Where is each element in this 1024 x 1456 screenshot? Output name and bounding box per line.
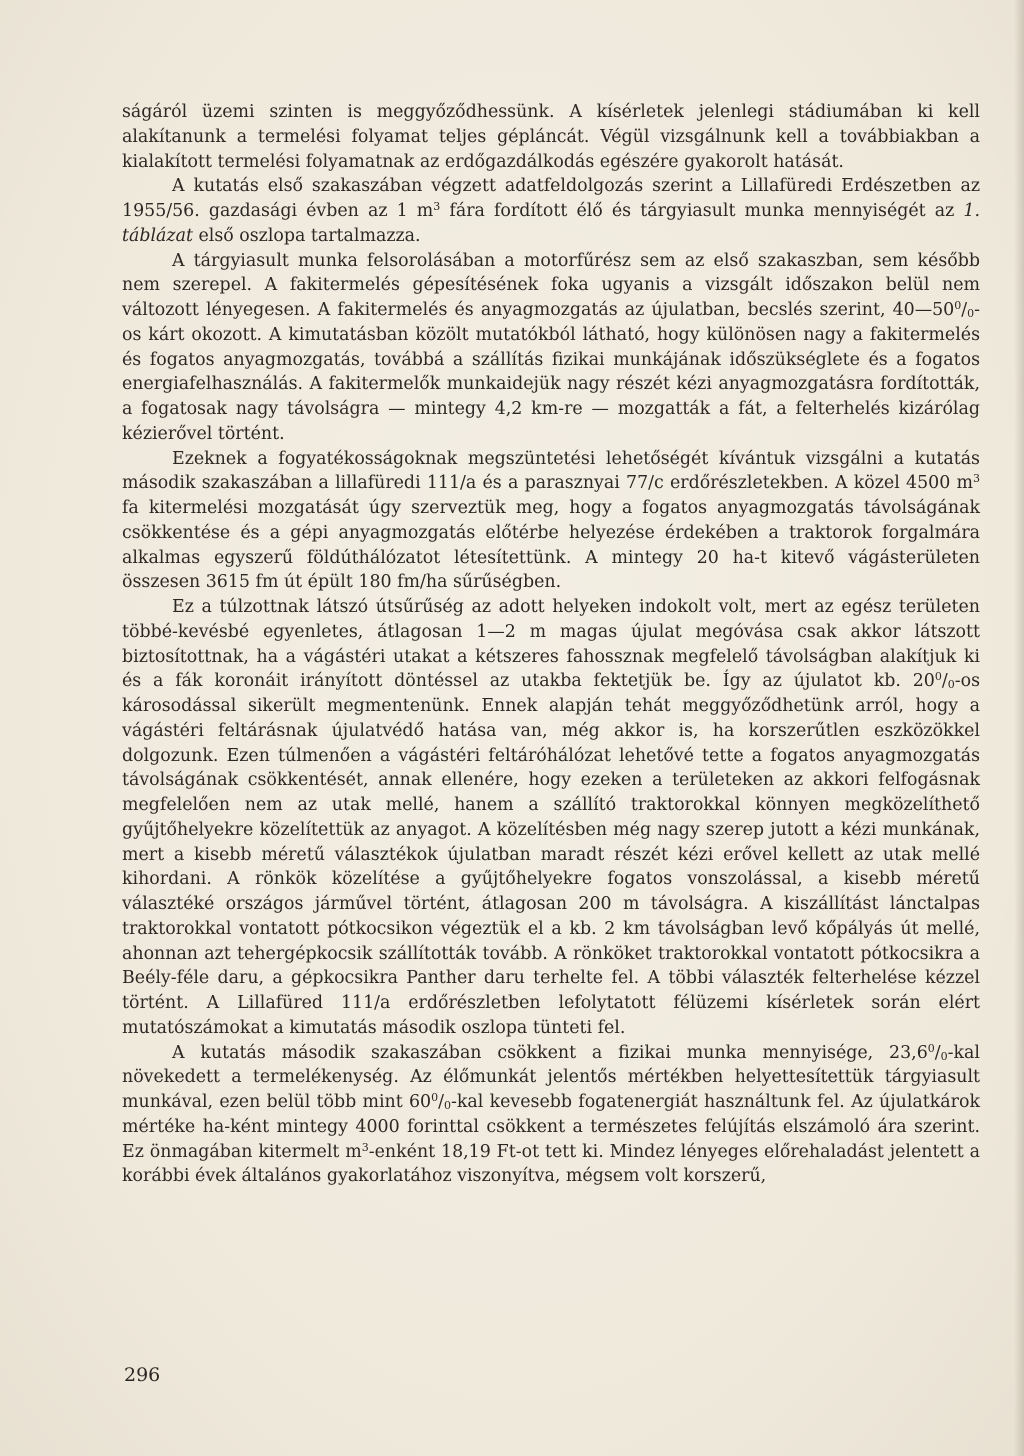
superscript: 0 — [431, 1091, 439, 1104]
body-text — [122, 100, 980, 1189]
page-edge-shadow — [1014, 0, 1024, 1456]
paragraph — [122, 447, 980, 596]
text-run: Ez a túlzottnak látszó útsűrűség az adott helyeken indokolt volt, mert az egész területen többé-kevésbé egyenletes, átlagosan 1—2 m magas újulat megóvása csak akkor látszott biztosítottnak, ha a vágástéri utakat a kétszeres fahossznak megfelelő távolságban alakítjuk ki és a fák koronáit irányított döntéssel az utakba fektetjük be. Így az újulatot kb. 20 — [122, 597, 980, 692]
text-run: -os kárt okozott. A kimutatásban közölt mutatókból látható, hogy különösen nagy a fakitermelés és fogatos anyagmozgatás, továbbá a szállítás fizikai munkájának időszükséglete és a fogatos energiafelhasználás. A fakitermelők munkaidejük nagy részét kézi anyagmozgatásra fordították, a fogatosak nagy távolságra — mintegy 4,2 km-re — mozgatták a fát, a felterhelés kizárólag kézierővel történt. — [122, 300, 980, 444]
text-run: / — [961, 300, 968, 320]
subscript: 0 — [443, 1099, 451, 1112]
superscript: 0 — [934, 670, 942, 684]
paragraph — [122, 249, 980, 447]
text-run: fára fordított élő és tárgyiasult munka mennyiségét az — [440, 201, 964, 221]
text-run: ságáról üzemi szinten is meggyőződhessünk. A kísérletek jelenlegi stádiumában ki kell alakítanunk a termelési folyamat teljes gépláncát. Végül vizsgálnunk kell a továbbiakban a kialakított termelési folyamatnak az erdőgazdálkodás egészére gyakorolt hatását. — [122, 102, 980, 172]
superscript: 0 — [954, 299, 962, 312]
text-run: -kal kevesebb fogatenergiát használtunk fel. Az újulatkárok mértéke ha-ként mintegy 4000 forinttal csökkent a természetes felújítás elszámoló ára szerint. Ez önmagában kitermelt m — [122, 1092, 980, 1162]
paragraph — [122, 1041, 980, 1190]
text-run: -kal növekedett a termelékenység. Az élőmunkát jelentős mértékben helyettesítettük tárgyiasult munkával, ezen belül több mint 60 — [122, 1042, 980, 1112]
text-run: / — [438, 1092, 444, 1112]
text-run: első oszlopa tartalmazza. — [192, 225, 421, 246]
text-run: A kutatás első szakaszában végzett adatfeldolgozás szerint a Lillafüredi Erdészetben az 1955/56. gazdasági évben az 1 m — [122, 176, 980, 221]
text-run: Ezeknek a fogyatékosságoknak megszüntetési lehetőségét kívántuk vizsgálni a kutatás második szakaszában a lillafüredi 111/a és a parasznyai 77/c erdőrészletekben. A közel 4500 m — [122, 448, 980, 494]
text-run: -os károsodással sikerült megmentenünk. Ennek alapján tehát meggyőződhetünk arról, hogy a vágástéri feltárásnak újulatvédő hatása van, még akkor is, ha korszerűtlen eszközökkel dolgozunk. Ezen túlmenően a vágástéri feltáróhálózat lehetővé tette a fogatos anyagmozgatás távolságának csökkentését, annak ellenére, hogy ezeken a területeken az akkori felfogásnak megfelelően nem az utak mellé, hanem a szállító traktorokkal könnyen megközelíthető gyűjtőhelyekre közelítettük az anyagot. A közelítésben még nagy szerep jutott a kézi munkának, mert a kisebb méretű választékok újulatban maradt részét kézi erővel kellett az utak mellé kihordani. A rönkök közelítése a gyűjtőhelyekre fogatos vonszolással, a kisebb méretű választéké országos járművel történt, átlagosan 200 m távolságra. A kiszállítást lánctalpas traktorokkal vontatott pótkocsikon végeztük el a kb. 2 km távolságban levő kőpályás út mellé, ahonnan azt tehergépkocsik szállították tovább. A rönköket traktorokkal vontatott pótkocsikra a Beély-féle daru, a gépkocsikra Panther daru terhelte fel. A többi választék felterhelése kézzel történt. A Lillafüred 111/a erdőrészletben lefolytatott félüzemi kísérletek során elért mutatószámokat a kimutatás második oszlopa tünteti fel. — [122, 671, 980, 1038]
subscript: 0 — [967, 307, 975, 320]
paragraph — [122, 100, 980, 174]
text-run: A kutatás második szakaszában csökkent a fizikai munka mennyisége, 23,6 — [172, 1042, 928, 1063]
text-run: / — [941, 671, 948, 692]
page-number: 296 — [124, 1364, 161, 1386]
text-run: / — [934, 1042, 941, 1063]
subscript: 0 — [947, 678, 955, 692]
text-run: -enként 18,19 Ft-ot tett ki. Mindez lényeges előrehaladást jelentett a korábbi évek általános gyakorlatához viszonyítva, mégsem volt korszerű, — [122, 1141, 980, 1187]
text-run: A tárgyiasult munka felsorolásában a motorfűrész sem az első szakaszban, sem később nem szerepel. A fakitermelés gépesítésének foka ugyanis a vizsgált időszakon belül nem változott lényegesen. A fakitermelés és anyagmozgatás az újulatban, becslés szerint, 40—50 — [122, 250, 980, 320]
superscript: 0 — [927, 1041, 935, 1055]
subscript: 0 — [940, 1049, 948, 1063]
paragraph — [122, 174, 980, 248]
superscript: 3 — [973, 472, 980, 486]
superscript: 3 — [433, 200, 441, 213]
superscript: 3 — [361, 1140, 369, 1154]
paragraph — [122, 595, 980, 1041]
table-reference: 1. táblázat — [122, 201, 981, 246]
text-run: fa kitermelési mozgatását úgy szerveztük meg, hogy a fogatos anyagmozgatás távolságának csökkentése és a gépi anyagmozgatás előtérbe helyezése érdekében a traktorok forgalmára alkalmas egyszerű földúthálózatot létesítettünk. A mintegy 20 ha-t kitevő vágásterületen összesen 3615 fm út épült 180 fm/ha sűrűségben. — [122, 498, 980, 593]
